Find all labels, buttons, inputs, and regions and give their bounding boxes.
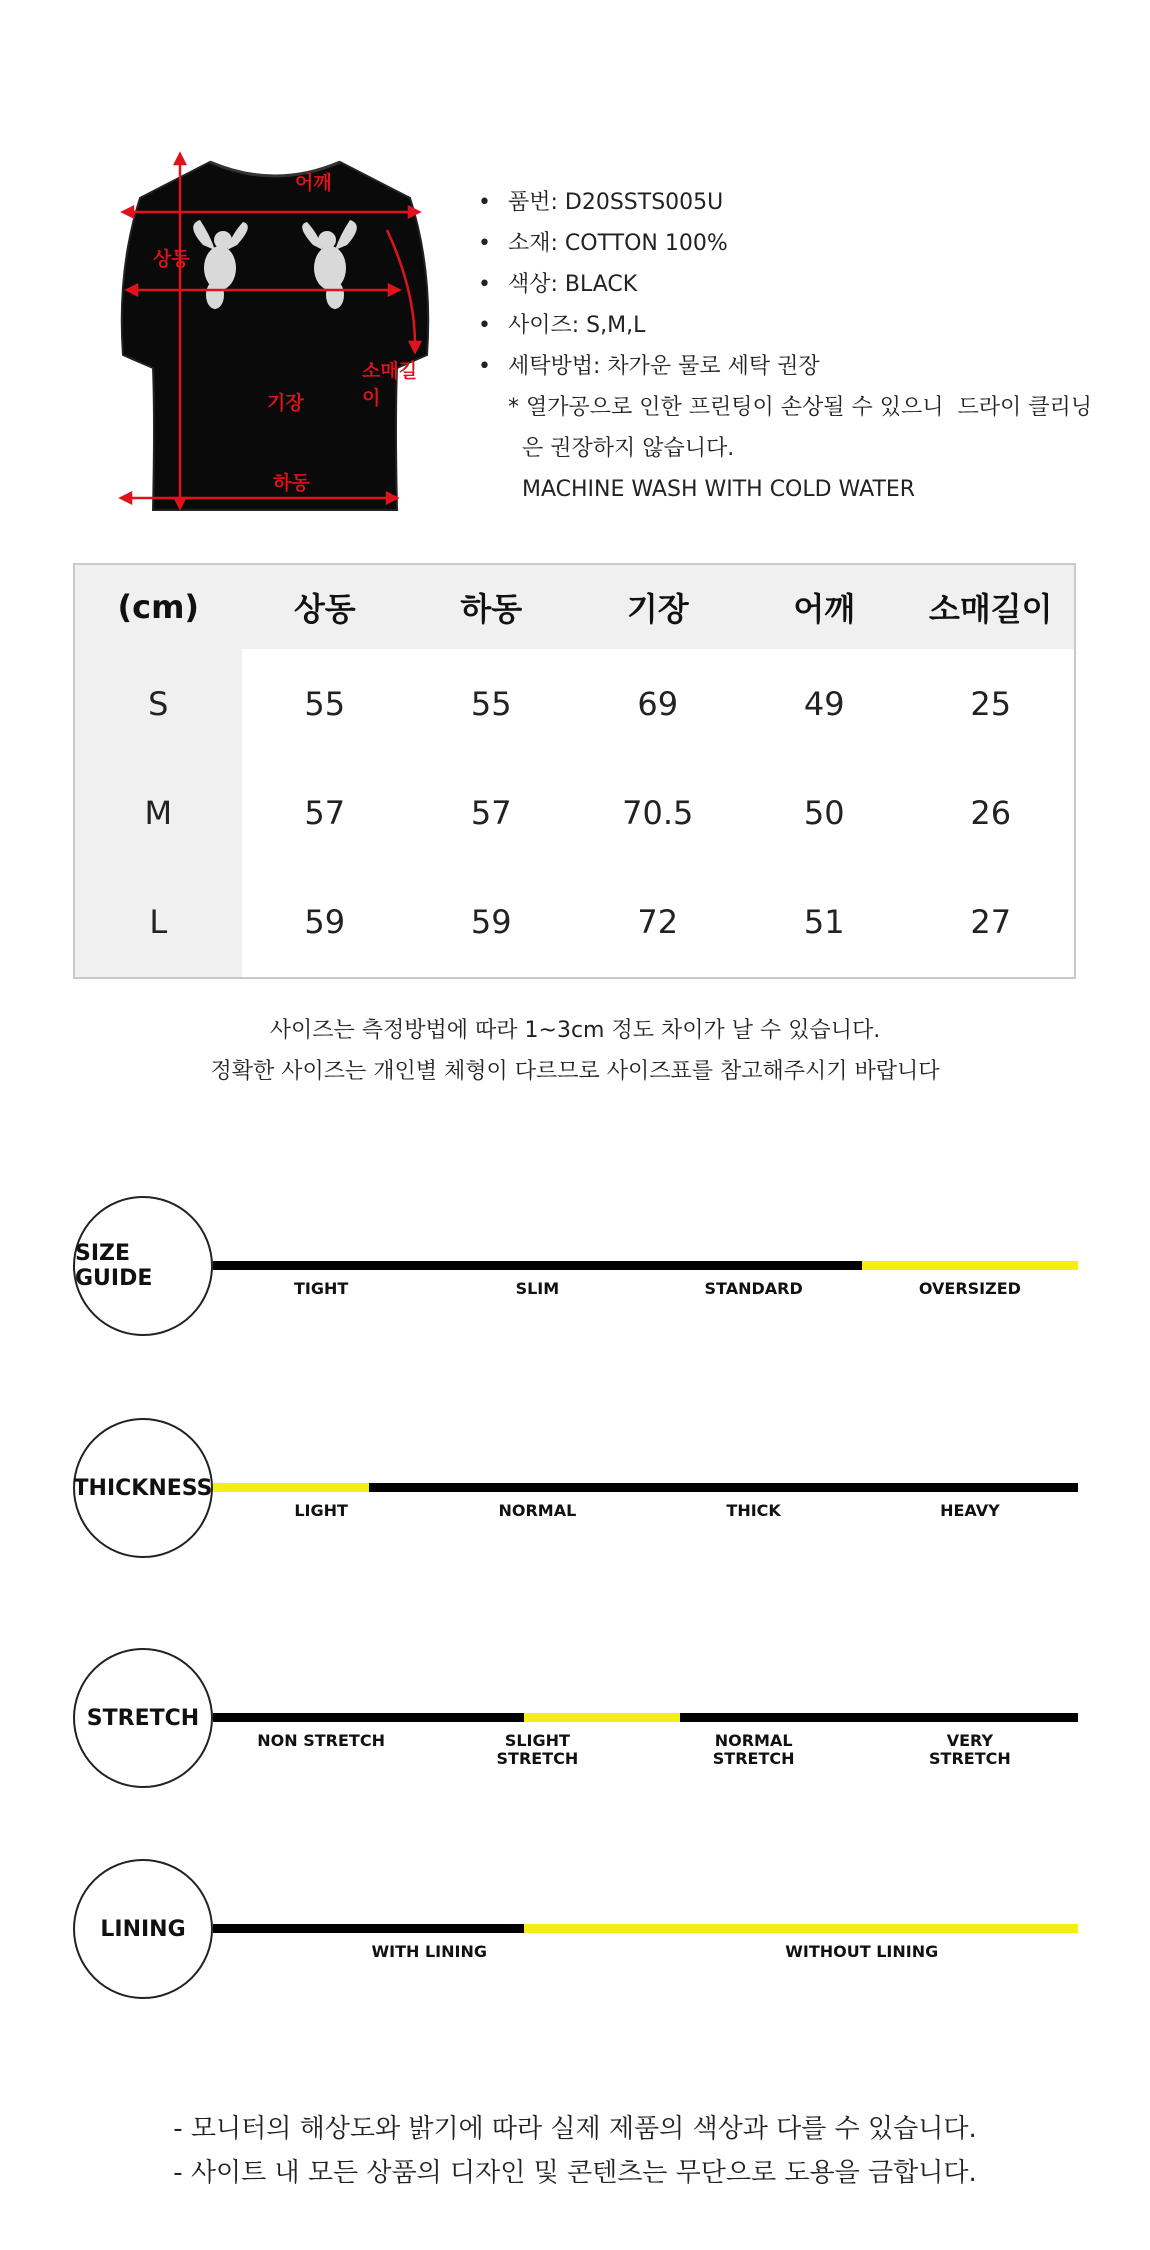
header-chest: 상동 [242,565,409,649]
size-table-header-row [75,565,1074,649]
table-row [75,649,1074,758]
hem-label: 하동 [273,472,310,494]
guide-thickness [73,1418,1078,1568]
spec-item [478,264,1098,305]
spec-item [478,346,1098,387]
scale-label: NON STRETCH [257,1731,385,1750]
guide-stretch-title: STRETCH [73,1648,213,1788]
table-row [75,758,1074,867]
spec-product-code: 품번: D20SSTS005U [508,190,724,215]
tshirt-illustration [115,150,435,520]
table-cell: 57 [470,793,512,832]
bar-highlight-segment [862,1261,1078,1270]
bar-highlight-segment [524,1713,680,1722]
bullet-icon: • [478,354,491,379]
table-cell: 50 [803,793,845,832]
spec-material: 소재: COTTON 100% [508,231,728,256]
footer-line: - 사이트 내 모든 상품의 디자인 및 콘텐츠는 무단으로 도용을 금합니다. [173,2158,977,2188]
bar-segment [213,1924,524,1933]
size-note-line: 정확한 사이즈는 개인별 체형이 다르므로 사이즈표를 참고해주시기 바랍니다 [210,1059,940,1084]
scale-label: SLIGHT STRETCH [496,1731,579,1768]
spec-sizes: 사이즈: S,M,L [508,313,646,338]
guide-thickness-title: THICKNESS [73,1418,213,1558]
bar-segment [680,1713,1078,1722]
bullet-icon: • [478,313,491,338]
bar-segment [213,1261,862,1270]
sleeve-label: 소매길이 [362,360,418,409]
header-length: 기장 [575,565,742,649]
guide-lining-title: LINING [73,1859,213,1999]
scale-label: VERY STRETCH [929,1731,1011,1768]
scale-label: WITH LINING [371,1942,487,1961]
scale-label: NORMAL STRETCH [712,1731,795,1768]
spec-color: 색상: BLACK [508,272,638,297]
spec-note-line: MACHINE WASH WITH COLD WATER [508,477,916,502]
header-shoulder: 어깨 [741,565,908,649]
spec-note-line: * 열가공으로 인한 프린팅이 손상될 수 있으니 드라이 클리닝 [508,395,1092,420]
scale-label: TIGHT [293,1279,349,1298]
size-cell: M [75,758,242,867]
footer-line: - 모니터의 해상도와 밝기에 따라 실제 제품의 색상과 다를 수 있습니다. [173,2114,977,2144]
table-cell: 59 [304,903,346,942]
guide-stretch [73,1648,1078,1798]
chest-label: 상동 [153,248,190,270]
scale-label: SLIM [515,1279,560,1298]
guide-lining [73,1859,1078,2009]
guide-lining-bar [213,1924,1078,1933]
table-cell: 70.5 [622,793,694,832]
table-cell: 55 [470,684,512,723]
product-spec-list [478,182,1098,510]
footer-notes [0,2107,1150,2195]
table-cell: 57 [304,793,346,832]
table-cell: 25 [970,684,1012,723]
table-cell: 69 [637,684,679,723]
tshirt-body [122,162,428,510]
bullet-icon: • [478,272,491,297]
spec-washing: 세탁방법: 차가운 물로 세탁 권장 [508,354,820,379]
table-cell: 55 [304,684,346,723]
table-row [75,868,1074,977]
table-cell: 27 [970,903,1012,942]
guide-size [73,1196,1078,1346]
size-note-line: 사이즈는 측정방법에 따라 1~3cm 정도 차이가 날 수 있습니다. [269,1018,881,1043]
scale-label: LIGHT [294,1501,348,1520]
header-unit: (cm) [75,565,242,649]
guide-thickness-bar [213,1483,1078,1492]
bullet-icon: • [478,231,491,256]
tshirt-measurement-diagram [115,150,435,520]
spec-note-line: 은 권장하지 않습니다. [508,436,735,461]
table-cell: 26 [970,793,1012,832]
scale-label: OVERSIZED [918,1279,1021,1298]
scale-label: NORMAL [498,1501,577,1520]
spec-item [478,223,1098,264]
scale-label: STANDARD [704,1279,803,1298]
bar-segment [213,1713,524,1722]
header-hem: 하동 [408,565,575,649]
size-table [73,563,1076,979]
spec-item [478,305,1098,346]
guide-stretch-bar [213,1713,1078,1722]
scale-label: WITHOUT LINING [785,1942,939,1961]
bar-segment [369,1483,1078,1492]
size-cell: L [75,868,242,977]
guide-size-title: SIZE GUIDE [73,1196,213,1336]
bullet-icon: • [478,190,491,215]
scale-label: HEAVY [940,1501,1000,1520]
shoulder-label: 어깨 [295,172,332,194]
bar-highlight-segment [524,1924,1078,1933]
length-label: 기장 [267,392,304,414]
scale-label: THICK [726,1501,781,1520]
guide-size-bar [213,1261,1078,1270]
table-cell: 59 [470,903,512,942]
spec-item [478,182,1098,223]
bar-highlight-segment [213,1483,369,1492]
header-sleeve: 소매길이 [908,565,1075,649]
size-cell: S [75,649,242,758]
table-cell: 51 [803,903,845,942]
table-cell: 72 [637,903,679,942]
table-cell: 49 [803,684,845,723]
